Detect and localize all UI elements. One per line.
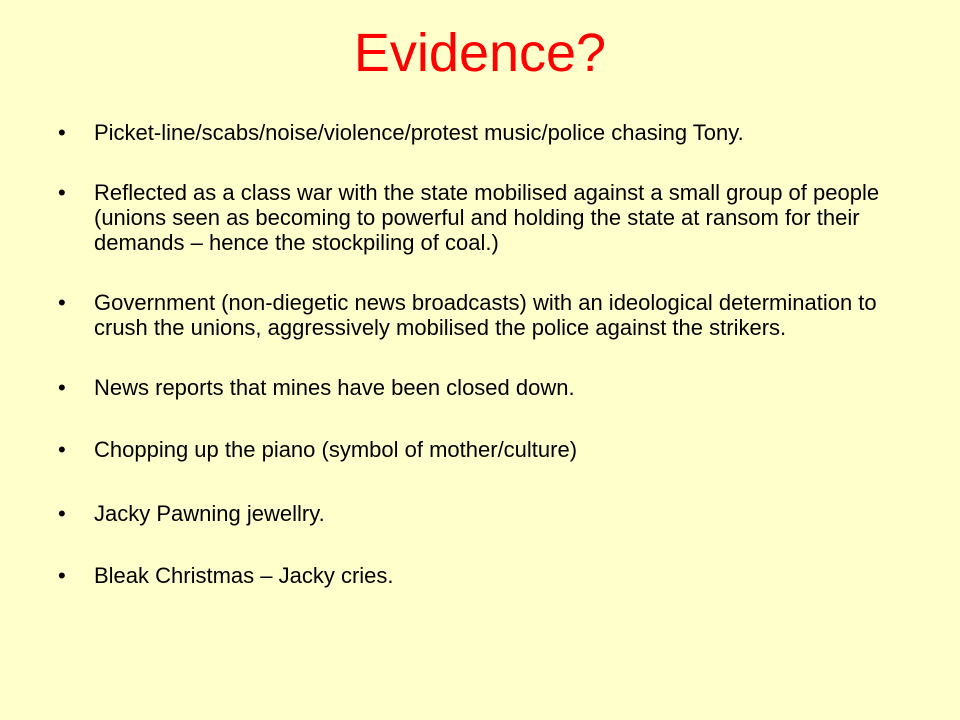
bullet-text: Jacky Pawning jewellry.: [94, 501, 325, 526]
bullet-text: Picket-line/scabs/noise/violence/protest music/police chasing Tony.: [94, 120, 744, 145]
bullet-text: Chopping up the piano (symbol of mother/culture): [94, 437, 578, 462]
bullet-item: [58, 290, 908, 340]
bullet-icon: •: [58, 375, 66, 400]
bullet-text: Bleak Christmas – Jacky cries.: [94, 563, 394, 588]
bullet-item: [58, 563, 908, 588]
bullet-icon: •: [58, 437, 66, 462]
bullet-icon: •: [58, 120, 66, 145]
bullet-icon: •: [58, 563, 66, 588]
bullet-icon: •: [58, 501, 66, 526]
bullet-item: [58, 180, 908, 255]
bullet-text: Government (non-diegetic news broadcasts) with an ideological determination to crush the unions, aggressively mobilised the police against the strikers.: [94, 290, 877, 340]
bullet-icon: •: [58, 180, 66, 205]
bullet-text: Reflected as a class war with the state mobilised against a small group of people (unions seen as becoming to powerful and holding the state at ransom for their demands – hence the stockpiling of coal.): [94, 180, 880, 255]
bullet-item: [58, 375, 908, 400]
bullet-text: News reports that mines have been closed down.: [94, 375, 575, 400]
bullet-item: [58, 437, 908, 462]
bullet-list: [58, 120, 908, 588]
bullet-item: [58, 120, 908, 145]
bullet-icon: •: [58, 290, 66, 315]
slide-title: Evidence?: [353, 23, 607, 83]
bullet-item: [58, 501, 908, 526]
